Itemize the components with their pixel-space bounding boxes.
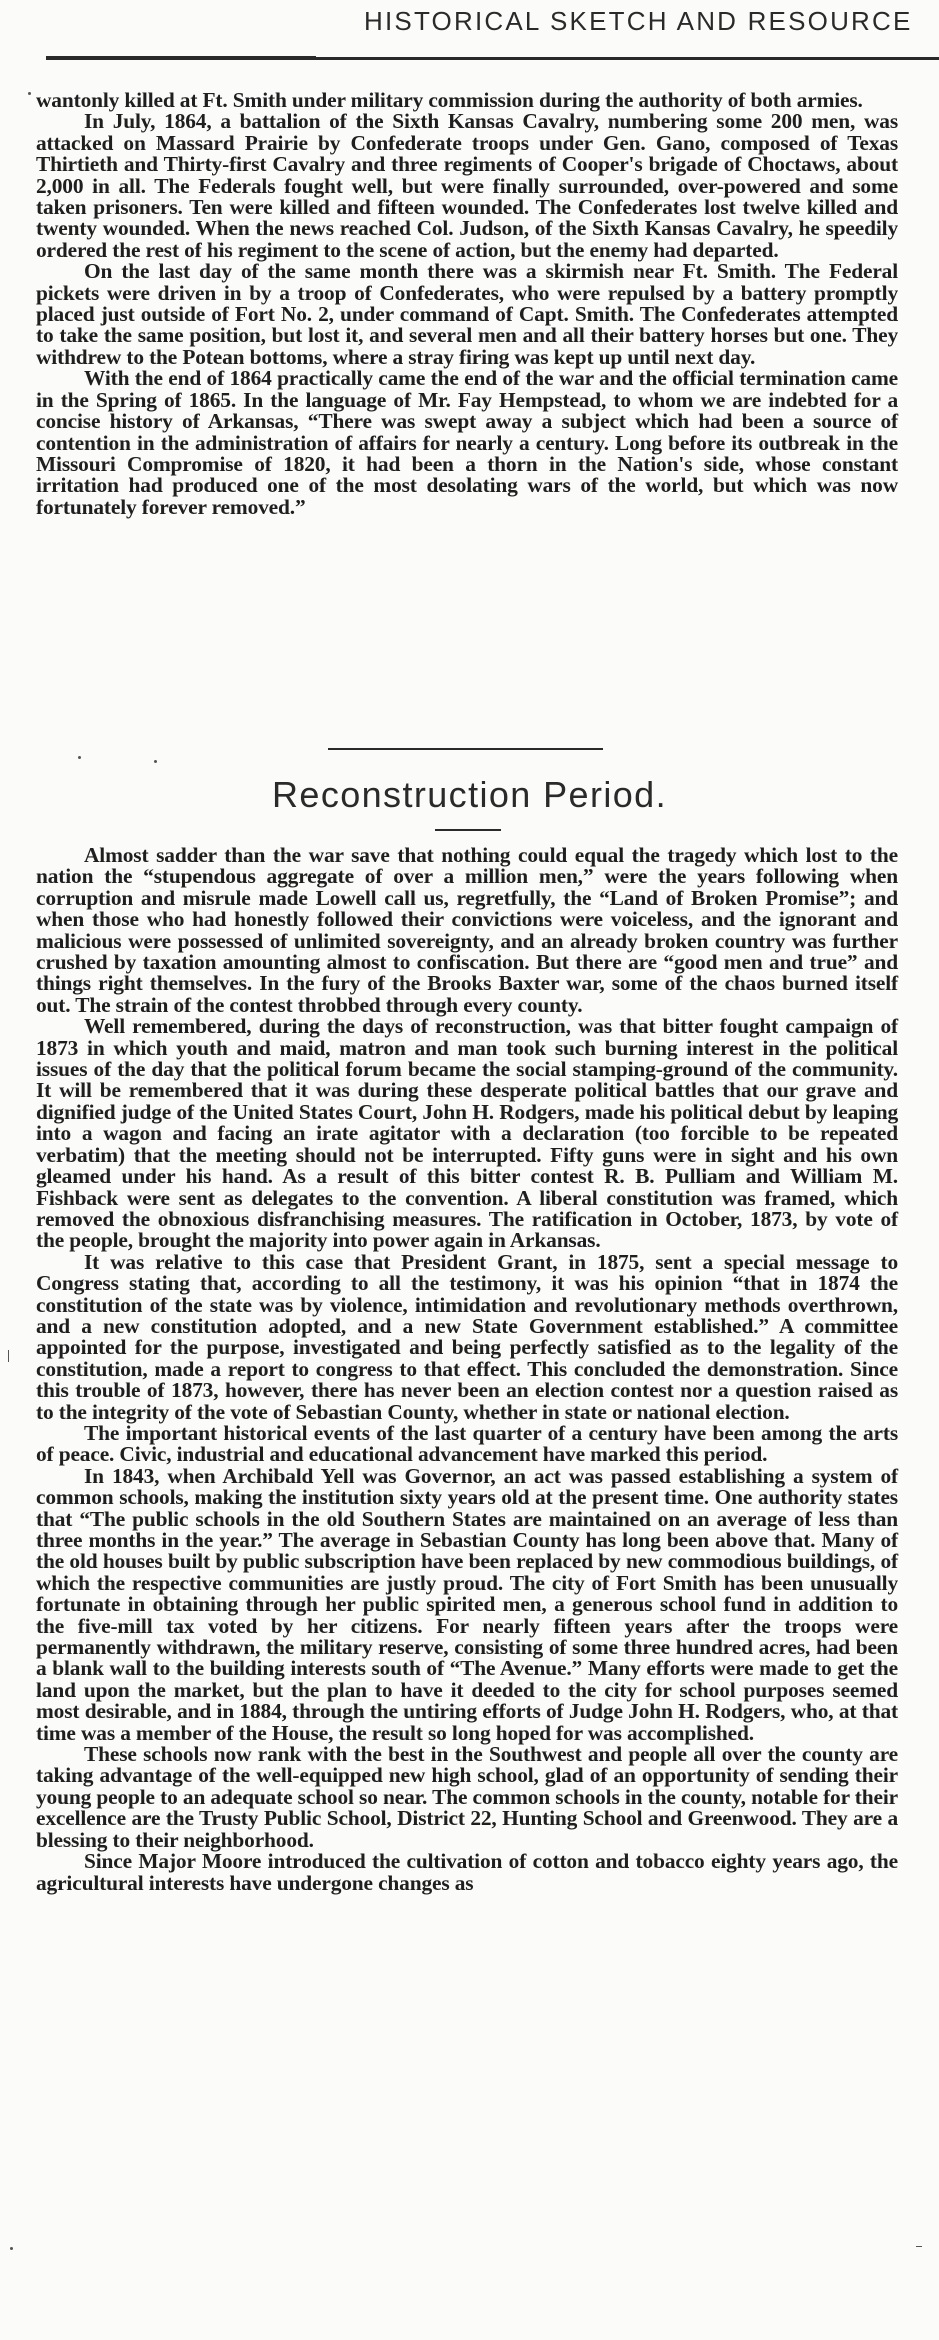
running-header: HISTORICAL SKETCH AND RESOURCE [364, 6, 913, 36]
scan-mark [916, 2246, 922, 2247]
paragraph: wantonly killed at Ft. Smith under military commission during the authority of both armies. [36, 88, 863, 112]
scan-speck [10, 2247, 13, 2250]
scan-speck [78, 756, 81, 759]
paragraph: In July, 1864, a battalion of the Sixth Kansas Cavalry, numbering some 200 men, was attacked on Massard Prairie by Confederate troops under Gen. Gano, composed of Texas Thirtieth and Thirty-first Cavalry and three regiments of Cooper's brigade of Choctaws, about 2,000 in all. The Federals fought well, but were finally surrounded, over-powered and some taken prisoners. Ten were killed and fifteen wounded. The Confederates lost twelve killed and twenty wounded. When the news reached Col. Judson, of the Sixth Kansas Cavalry, he speedily ordered the rest of his regiment to the scene of action, but the enemy had departed. [36, 109, 898, 262]
paragraph: In 1843, when Archibald Yell was Governor, an act was passed establishing a system of common schools, making the institution sixty years old at the present time. One authority states that “The public schools in the old Southern States are maintained on an average of less than three months in the year.” The average in Sebastian County has long been above that. Many of the old houses built by public subscription have been replaced by new commodious buildings, of which the respective communities are justly proud. The city of Fort Smith has been unusually fortunate in obtaining through her public spirited men, a generous school fund in addition to the five-mill tax voted by her citizens. For nearly fifteen years after the troops were permanently withdrawn, the military reserve, consisting of some three hundred acres, had been a blank wall to the building interests south of “The Avenue.” Many efforts were made to get the land upon the market, but the plan to have it deeded to the city for school purposes seemed most desirable, and in 1884, through the untiring efforts of Judge John H. Rodgers, who, at that time was a member of the House, the result so long hoped for was accomplished. [36, 1463, 898, 1745]
paragraph: The important historical events of the last quarter of a century have been among the arts of peace. Civic, industrial and educational advancement have marked this period. [36, 1420, 898, 1467]
paragraph: It was relative to this case that President Grant, in 1875, sent a special message to Congress stating that, according to all the testimony, it was his opinion “that in 1874 the constitution of the state was by violence, intimidation and revolutionary methods overthrown, and a new constitution adopted, and a new State Government established.” A committee appointed for the purpose, investigated and being perfectly satisfied as to the legality of the constitution, made a report to congress to that effect. This concluded the demonstration. Since this trouble of 1873, however, there has never been an election contest nor a question raised as to the integrity of the vote of Sebastian County, whether in state or national election. [36, 1249, 898, 1424]
section-divider-bottom [435, 829, 501, 831]
paragraph: These schools now rank with the best in the Southwest and people all over the county are taking advantage of the well-equipped new high school, glad of an opportunity of sending their young people to an adequate school so near. The common schools in the county, notable for their excellence are the Trusty Public School, District 22, Hunting School and Greenwood. They are a blessing to their neighborhood. [36, 1742, 898, 1852]
body-section-reconstruction [36, 845, 898, 1894]
section-divider-top [328, 748, 603, 750]
paragraph: Almost sadder than the war save that nothing could equal the tragedy which lost to the nation the “stupendous aggregate of over a million men,” were the years following when corruption and misrule made Lowell call us, regretfully, the “Land of Broken Promise”; and when those who had honestly followed their convictions were voiceless, and the ignorant and malicious were possessed of unlimited sovereignty, and an already broken country was further crushed by taxation amounting almost to confiscation. But there are “good men and true” and things right themselves. In the fury of the Brooks Baxter war, some of the chaos burned itself out. The strain of the contest throbbed through every county. [36, 843, 898, 1017]
body-section-before-heading [36, 90, 898, 518]
scan-speck [154, 760, 157, 763]
paragraph: On the last day of the same month there was a skirmish near Ft. Smith. The Federal pickets were driven in by a troop of Confederates, who were repulsed by a battery promptly placed just outside of Fort No. 2, under command of Capt. Smith. The Confederates attempted to take the same position, but lost it, and several men and all their battery horses but one. They withdrew to the Potean bottoms, where a stray firing was kept up until next day. [36, 259, 898, 369]
header-rule-thick-segment [46, 56, 316, 60]
scan-mark [8, 1350, 9, 1362]
paragraph: Well remembered, during the days of reconstruction, was that bitter fought campaign of 1873 in which youth and maid, matron and man took such burning interest in the political issues of the day that the political forum became the social stamping-ground of the community. It will be remembered that it was during these desperate political battles that our grave and dignified judge of the United States Court, John H. Rodgers, made his political debut by leaping into a wagon and facing an irate agitator with a declaration (too forcible to be repeated verbatim) that the meeting should not be interrupted. Fifty guns were in sight and his own gleamed under his hand. As a result of this bitter contest R. B. Pulliam and William M. Fishback were sent as delegates to the convention. A liberal constitution was framed, which removed the obnoxious disfranchising measures. The ratification in October, 1873, by vote of the people, brought the majority into power again in Arkansas. [36, 1014, 898, 1253]
paragraph: Since Major Moore introduced the cultivation of cotton and tobacco eighty years ago, the agricultural interests have undergone changes as [36, 1849, 898, 1895]
scan-speck [28, 92, 31, 95]
paragraph: With the end of 1864 practically came the end of the war and the official termination came in the Spring of 1865. In the language of Mr. Fay Hempstead, to whom we are indebted for a concise history of Arkansas, “There was swept away a subject which had been a source of contention in the administration of affairs for nearly a century. Long before its outbreak in the Missouri Compromise of 1820, it had been a thorn in the Nation's side, whose constant irritation had produced one of the most desolating wars of the world, but which was now fortunately forever removed.” [36, 366, 898, 519]
section-heading: Reconstruction Period. [272, 774, 667, 815]
